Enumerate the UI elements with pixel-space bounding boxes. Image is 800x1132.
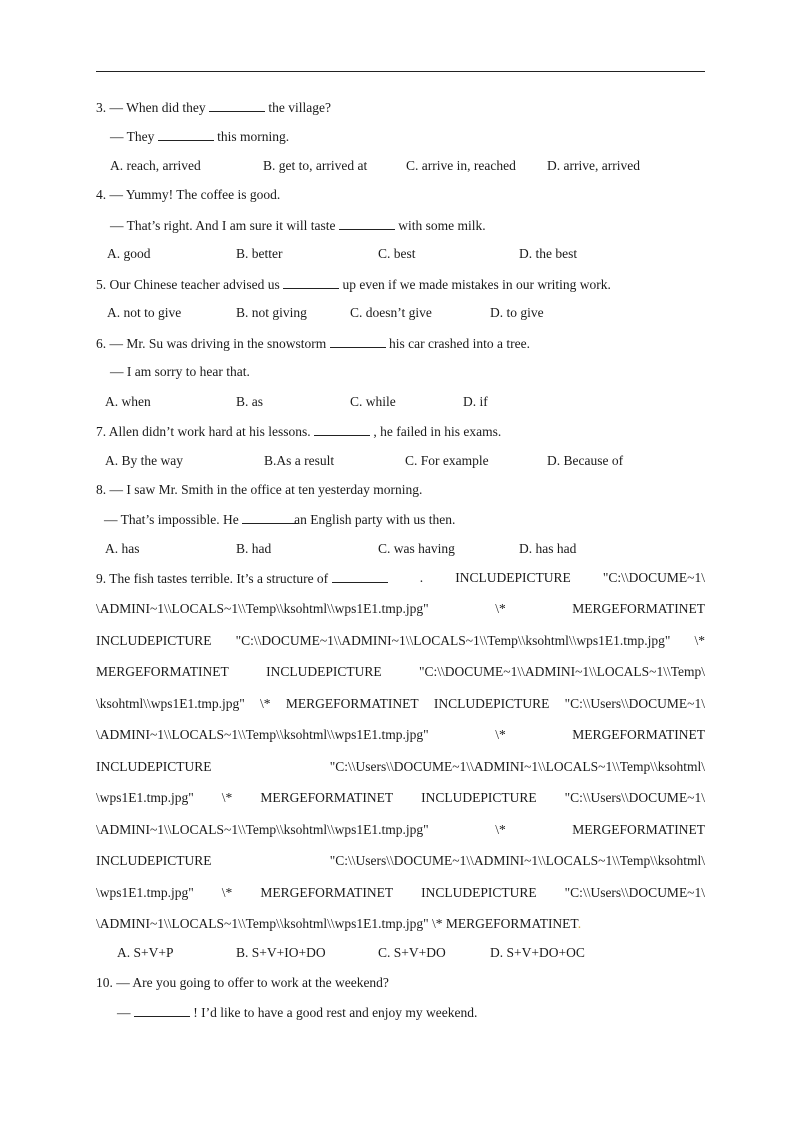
q9-line-8: \wps1E1.tmp.jpg" \* MERGEFORMATINET INCLUDEPICTURE "C:\\Users\\DOCUME~1\ — [96, 790, 705, 805]
q4-option-c: C. best — [378, 246, 416, 261]
q5-option-c: C. doesn’t give — [350, 305, 432, 320]
q9-line-4: MERGEFORMATINET INCLUDEPICTURE "C:\\DOCUME~1\\ADMINI~1\\LOCALS~1\\Temp\ — [96, 664, 705, 679]
q9-line-5: \ksohtml\\wps1E1.tmp.jpg" \* MERGEFORMATINET INCLUDEPICTURE "C:\\Users\\DOCUME~1\ — [96, 696, 705, 711]
answer-blank — [314, 423, 370, 436]
q7-option-d: D. Because of — [547, 453, 624, 468]
q7-option-c: C. For example — [405, 453, 489, 468]
q3-option-a: A. reach, arrived — [110, 158, 201, 173]
q9-end-dot: . — [577, 916, 582, 931]
q8-option-a: A. has — [105, 541, 140, 556]
q9-line-9: \ADMINI~1\\LOCALS~1\\Temp\\ksohtml\\wps1E1.tmp.jpg" \* MERGEFORMATINET — [96, 822, 705, 837]
q9-line-11: \wps1E1.tmp.jpg" \* MERGEFORMATINET INCLUDEPICTURE "C:\\Users\\DOCUME~1\ — [96, 885, 705, 900]
q8-stem: 8. — I saw Mr. Smith in the office at ten yesterday morning. — [96, 482, 423, 497]
q4-stem: 4. — Yummy! The coffee is good. — [96, 187, 281, 202]
q9-line-3: INCLUDEPICTURE "C:\\DOCUME~1\\ADMINI~1\\LOCALS~1\\Temp\\ksohtml\\wps1E1.tmp.jpg" \* — [96, 633, 705, 648]
q9-option-c: C. S+V+DO — [378, 945, 446, 960]
q9-line-10: INCLUDEPICTURE "C:\\Users\\DOCUME~1\\ADMINI~1\\LOCALS~1\\Temp\\ksohtml\ — [96, 853, 705, 868]
q3-option-c: C. arrive in, reached — [406, 158, 516, 173]
q10-stem: 10. — Are you going to offer to work at the weekend? — [96, 975, 389, 990]
q6-option-a: A. when — [105, 394, 151, 409]
q4-reply: — That’s right. And I am sure it will taste with some milk. — [110, 218, 486, 233]
q3-option-b: B. get to, arrived at — [263, 158, 368, 173]
q7-option-a: A. By the way — [105, 453, 183, 468]
q3-stem: 3. — When did they the village? — [96, 100, 331, 115]
answer-blank — [283, 276, 339, 289]
q5-option-a: A. not to give — [107, 305, 182, 320]
q9-option-d: D. S+V+DO+OC — [490, 945, 585, 960]
q9-line-7: INCLUDEPICTURE "C:\\Users\\DOCUME~1\\ADMINI~1\\LOCALS~1\\Temp\\ksohtml\ — [96, 759, 705, 774]
q7-stem: 7. Allen didn’t work hard at his lessons. , he failed in his exams. — [96, 424, 502, 439]
q8-option-d: D. has had — [519, 541, 577, 556]
q3-option-d: D. arrive, arrived — [547, 158, 640, 173]
q9-option-b: B. S+V+IO+DO — [236, 945, 326, 960]
q8-option-b: B. had — [236, 541, 272, 556]
q4-option-b: B. better — [236, 246, 283, 261]
q7-option-b: B.As a result — [264, 453, 335, 468]
q5-option-b: B. not giving — [236, 305, 307, 320]
q3-reply: — They this morning. — [110, 129, 290, 144]
q9-line-6: \ADMINI~1\\LOCALS~1\\Temp\\ksohtml\\wps1E1.tmp.jpg" \* MERGEFORMATINET — [96, 727, 705, 742]
q9-line-2: \ADMINI~1\\LOCALS~1\\Temp\\ksohtml\\wps1E1.tmp.jpg" \* MERGEFORMATINET — [96, 601, 705, 616]
q8-reply: — That’s impossible. He an English party with us then. — [104, 512, 456, 527]
answer-blank — [330, 335, 386, 348]
q10-reply: — ! I’d like to have a good rest and enjoy my weekend. — [117, 1005, 478, 1020]
q6-option-c: C. while — [350, 394, 396, 409]
header-rule — [96, 71, 705, 72]
q6-stem: 6. — Mr. Su was driving in the snowstorm his car crashed into a tree. — [96, 336, 530, 351]
answer-blank — [242, 511, 298, 524]
q5-stem: 5. Our Chinese teacher advised us up even if we made mistakes in our writing work. — [96, 277, 611, 292]
q9-option-a: A. S+V+P — [117, 945, 174, 960]
q4-option-d: D. the best — [519, 246, 578, 261]
q8-option-c: C. was having — [378, 541, 455, 556]
q9-line-1: 9. The fish tastes terrible. It’s a structure of . INCLUDEPICTURE "C:\\DOCUME~1\ — [96, 570, 705, 586]
answer-blank — [209, 99, 265, 112]
answer-blank — [158, 128, 214, 141]
answer-blank — [332, 570, 388, 583]
q6-reply: — I am sorry to hear that. — [110, 364, 250, 379]
q5-option-d: D. to give — [490, 305, 544, 320]
q9-line-12: \ADMINI~1\\LOCALS~1\\Temp\\ksohtml\\wps1E1.tmp.jpg" \* MERGEFORMATINET. — [96, 916, 582, 931]
q6-option-d: D. if — [463, 394, 488, 409]
q4-option-a: A. good — [107, 246, 151, 261]
q6-option-b: B. as — [236, 394, 263, 409]
answer-blank — [134, 1004, 190, 1017]
answer-blank — [339, 217, 395, 230]
